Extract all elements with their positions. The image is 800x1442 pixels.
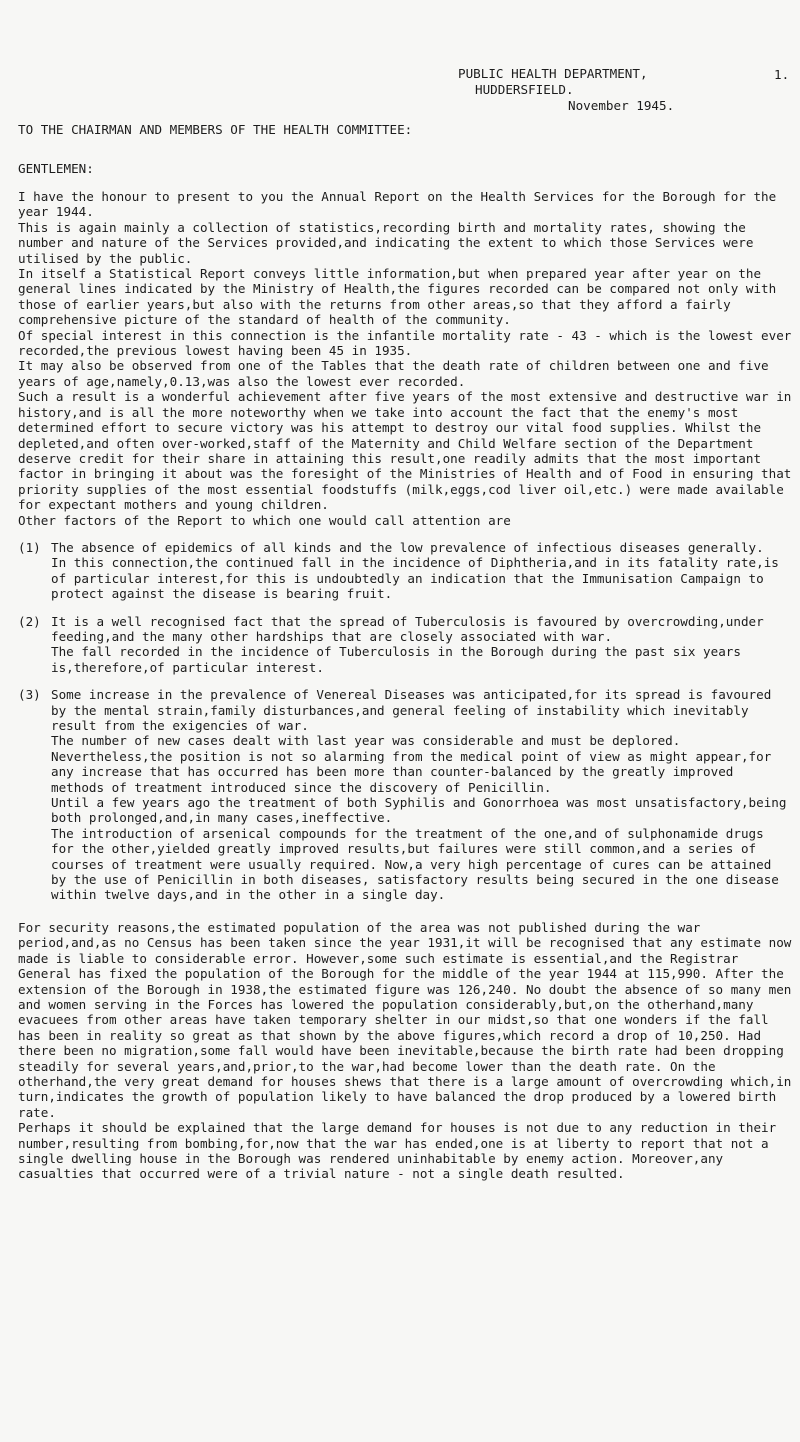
- item-text: The fall recorded in the incidence of Tuberculosis in the Borough during the past six years is,therefore,of particular interest.: [51, 644, 741, 675]
- department-name: PUBLIC HEALTH DEPARTMENT,: [458, 66, 648, 81]
- town-name: HUDDERSFIELD.: [475, 82, 574, 97]
- list-item: [18, 614, 794, 676]
- letterhead: [458, 66, 674, 114]
- item-text: The absence of epidemics of all kinds and the low prevalence of infectious diseases generally.: [51, 539, 764, 555]
- list-item: [18, 540, 794, 602]
- item-number: (2): [18, 613, 41, 629]
- item-text: Until a few years ago the treatment of both Syphilis and Gonorrhoea was most unsatisfactory,being both prolonged,and,in many cases,ineffective.: [51, 795, 787, 826]
- report-date: November 1945.: [568, 98, 675, 113]
- item-text: In this connection,the continued fall in the incidence of Diphtheria,and in its fatality rate,is of particular interest,for this is undoubtedly an indication that the Immunisation Campaign to protect against the disease is bearing fruit.: [51, 555, 779, 602]
- list-item: [18, 687, 794, 903]
- paragraph-statistical-report: In itself a Statistical Report conveys little information,but when prepared year after year on the general lines indicated by the Ministry of Health,the figures recorded can be compared not only with those of earlier years,but also with the returns from other areas,so that they afford a fairly comprehensive picture of the standard of health of the community.: [18, 266, 777, 328]
- report-body: [18, 189, 794, 1182]
- item-text: Some increase in the prevalence of Venereal Diseases was anticipated,for its spread is favoured by the mental strain,family disturbances,and general feeling of instability which inevitably result from the exigencies of war.: [51, 687, 772, 733]
- item-text: The number of new cases dealt with last year was considerable and must be deplored. Nevertheless,the position is not so alarming from the medical point of view as might appear,for any increase that has occurred has been more than counter-balanced by the greatly improved methods of treatment introduced since the discovery of Penicillin.: [51, 733, 772, 795]
- paragraph-child-death-rate: It may also be observed from one of the Tables that the death rate of children between one and five years of age,namely,0.13,was also the lowest ever recorded.: [18, 358, 769, 389]
- intro-paragraph: I have the honour to present to you the Annual Report on the Health Services for the Borough for the year 1944.: [18, 189, 777, 220]
- paragraph-other-factors: Other factors of the Report to which one would call attention are: [18, 512, 511, 528]
- paragraph-housing: Perhaps it should be explained that the large demand for houses is not due to any reduction in their number,resulting from bombing,for,now that the war has ended,one is at liberty to report that not a single dwelling house in the Borough was rendered uninhabitable by enemy action. Moreover,any casualties that occurred were of a trivial nature - not a single death resulted.: [18, 1120, 777, 1182]
- paragraph-population: For security reasons,the estimated population of the area was not published during the war period,and,as no Census has been taken since the year 1931,it will be recognised that any estimate now made is liable to considerable error. However,some such estimate is essential,and the Registrar General has fixed the population of the Borough for the middle of the year 1944 at 115,990. After the extension of the Borough in 1938,the estimated figure was 126,240. No doubt the absence of so many men and women serving in the Forces has lowered the population considerably,but,on the otherhand,many evacuees from other areas have taken temporary shelter in our midst,so that one wonders if the fall has been in reality so great as that shown by the above figures,which record a drop of 10,250. Had there been no migration,some fall would have been inevitable,because the birth rate had been dropping steadily for several years,and,prior,to the war,had become lower than the death rate. On the otherhand,the very great demand for houses shews that there is a large amount of overcrowding which,in turn,indicates the growth of population likely to have balanced the drop produced by a lowered birth rate.: [18, 919, 792, 1120]
- item-number: (1): [18, 539, 41, 555]
- item-text: The introduction of arsenical compounds for the treatment of the one,and of sulphonamide drugs for the other,yielded greatly improved results,but failures were still common,and a series of courses of treatment were usually required. Now,a very high percentage of cures can be attained by the use of Penicillin in both diseases, satisfactory results being secured in the one disease within twelve days,and in the other in a single day.: [51, 825, 779, 903]
- item-number: (3): [18, 687, 41, 703]
- addressee-line: TO THE CHAIRMAN AND MEMBERS OF THE HEALTH COMMITTEE:: [18, 122, 413, 137]
- paragraph-war-achievement: Such a result is a wonderful achievement after five years of the most extensive and destructive war in history,and is all the more noteworthy when we take into account the fact that the enemy's most determined effort to secure victory was his attempt to destroy our vital food supplies. Whilst the depleted,and often over-worked,staff of the Maternity and Child Welfare section of the Department deserve credit for their share in attaining this result,one readily admits that the most important factor in bringing it about was the foresight of the Ministries of Health and of Food in ensuring that priority supplies of the most essential foodstuffs (milk,eggs,cod liver oil,etc.) were made available for expectant mothers and young children.: [18, 389, 792, 513]
- paragraph-infant-mortality: Of special interest in this connection is the infantile mortality rate - 43 - which is the lowest ever recorded,the previous lowest having been 45 in 1935.: [18, 327, 792, 359]
- paragraph-statistics: This is again mainly a collection of statistics,recording birth and mortality rates, showing the number and nature of the Services provided,and indicating the extent to which those Services were utilised by the public.: [18, 219, 754, 266]
- item-text: It is a well recognised fact that the spread of Tuberculosis is favoured by overcrowding,under feeding,and the many other hardships that are closely associated with war.: [51, 613, 764, 644]
- page-number: 1.: [774, 67, 790, 82]
- salutation: GENTLEMEN:: [18, 161, 94, 176]
